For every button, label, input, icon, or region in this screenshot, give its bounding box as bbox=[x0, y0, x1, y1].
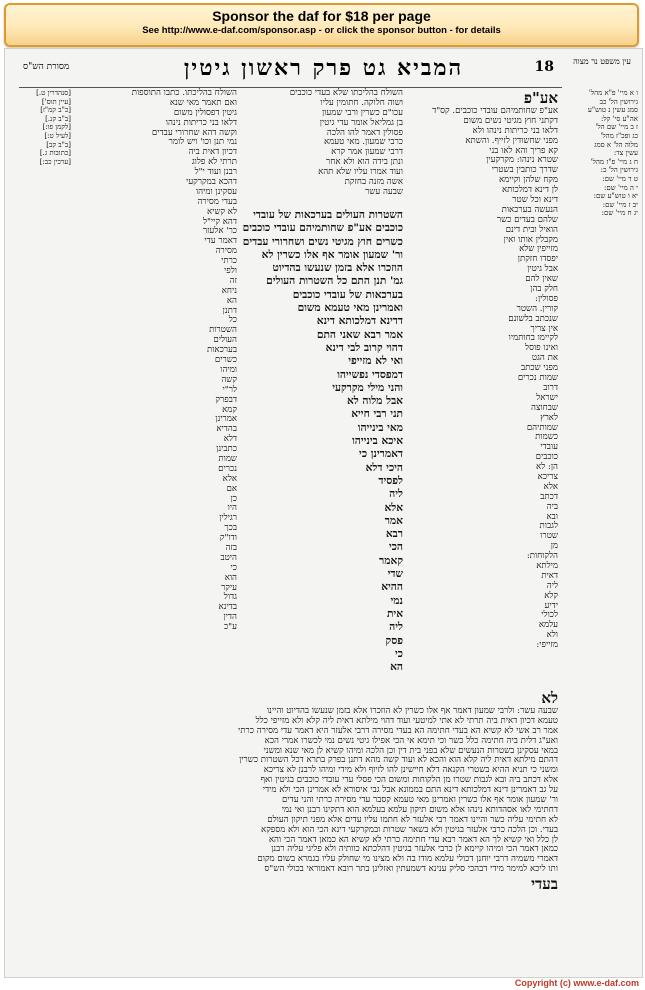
gemara-line: דמפסדי נפשייהו bbox=[337, 368, 403, 381]
tosafot-line: דבפרק bbox=[215, 394, 237, 405]
lower-commentary-line: טעמא דכיון דאית ביה תרתי לא אתי למיטעי ועוד דהוי מילתא דאית ליה קלא ולא מזייפי כלל bbox=[255, 715, 558, 726]
tosafot-line: כי bbox=[230, 562, 237, 573]
tosafot-line: כר' אלעזר bbox=[202, 226, 237, 237]
rashi-line: לכולי bbox=[541, 610, 558, 621]
tosafot-line: בכך bbox=[224, 523, 237, 534]
lower-commentary-line: שבעה עשר: ולרבי שמעון דאמר אף אלו כשרין לא הוזכרו אלא בזמן שנעשו בהדיוט והיינו bbox=[266, 706, 558, 716]
lower-commentary-line: בעדי. וכן הלכה כרבי אלעזר בגיטין ולא בשאר שטרות ובמקרקעי דינא הכי הוא ולא מספקא bbox=[261, 824, 558, 835]
lower-commentary-line: ואע"ג דלית ביה חתימה כלל כשר וכי תימא אי הכי אפילו גיטי נשים נמי לכשרו אמרי הכא bbox=[264, 735, 558, 746]
rashi-line: לקיימו בחותמיו bbox=[508, 333, 558, 344]
lower-commentary-line: לן כלל ואי קשיא לך הא דאמר רבא עדי חתימה כרתי לא קשיא הא כמאן דאמר הכי והא bbox=[268, 834, 558, 845]
gemara-top-line: כרבי שמעון. מאי טעמא bbox=[324, 137, 403, 148]
rashi-line: מזייפין שלא bbox=[519, 244, 558, 255]
tosafot-line: קמא bbox=[222, 404, 237, 415]
gemara-line: פסק bbox=[385, 634, 403, 647]
copyright-notice: Copyright (c) www.e-daf.com bbox=[514, 978, 639, 988]
rashi-line: שלהם בעדים כשר bbox=[496, 214, 558, 225]
rashi-line: שדרך כותבין בשטרי bbox=[491, 165, 558, 176]
tosafot-line: דלא bbox=[223, 434, 237, 445]
gemara-top-line: ונתן בידה הוא ולא אחר bbox=[326, 157, 403, 168]
rashi-line: שמותיהם bbox=[526, 422, 558, 433]
masoret-hashas-entry: [לקמן פו:] bbox=[42, 123, 71, 132]
tosafot-line: ניחא bbox=[221, 285, 237, 296]
masoret-hashas-entry: [ב"ב קב] bbox=[46, 140, 71, 149]
ein-mishpat-entry: יג ח מיי' שם: bbox=[601, 209, 638, 218]
ein-mishpat-entry: מלוה הל' א סמג bbox=[594, 140, 638, 149]
rashi-line: ולא bbox=[546, 630, 558, 641]
tosafot-line: הא bbox=[226, 295, 237, 306]
tosafot-line: דהא קיי"ל bbox=[202, 216, 237, 227]
gemara-line: בערכאות של עובדי כוכבים bbox=[292, 288, 403, 301]
rashi-line: מזייפי: bbox=[536, 640, 558, 651]
gemara-line: כי bbox=[395, 647, 403, 660]
tosafot-line: אמרינן bbox=[215, 414, 237, 425]
tosafot-line: שמות bbox=[218, 453, 237, 464]
gemara-line: אבל מלוה לא bbox=[346, 395, 403, 408]
masechet-title: המביא גט פרק ראשון גיטין bbox=[183, 55, 464, 81]
gemara-line: ור' שמעון אומר אף אלו כשרין לא bbox=[261, 248, 403, 261]
gemara-line: היכי דלא bbox=[365, 461, 403, 474]
rashi-line: דלאו בני כריתות נינהו ולא bbox=[472, 125, 558, 136]
tosafot-line: קשה bbox=[221, 374, 237, 385]
gemara-line: השטרות העולים בערכאות של עובדי bbox=[253, 209, 403, 221]
tosafot-line: בערכאות bbox=[206, 345, 237, 356]
rashi-line: ביה bbox=[546, 501, 558, 512]
tosafot-line: דאמר עדי bbox=[204, 236, 237, 247]
gemara-line: דהוי קרוב לבי דינא bbox=[325, 341, 403, 354]
rashi-line: פסולין: bbox=[535, 293, 558, 304]
lower-commentary-line: ותו ליכא למימר מידי דבהכי סליק ענינא דשמעתין ואזלינן בתר רובא דאמוראי בכולי הש"ס bbox=[264, 864, 558, 875]
rashi-line: דינא וכל שטר bbox=[512, 195, 558, 206]
rashi-line: ישראל bbox=[536, 392, 558, 403]
rashi-line: לארץ bbox=[540, 412, 558, 423]
rashi-line: קא פריך והא לאו בני bbox=[489, 145, 558, 156]
lower-commentary-line: דהתם מילתא דאית ליה קלא הוא והכא לא ועוד קשה מהא דתנן בפרק בתרא דכל השטרות כשרין bbox=[239, 755, 558, 766]
tosafot-line: לא קשיא bbox=[206, 206, 237, 217]
rashi-line: הנעשה בערכאות bbox=[501, 204, 558, 215]
rashi-line: לן דינא דמלכותא bbox=[501, 185, 558, 196]
gemara-line: הא bbox=[390, 661, 403, 674]
gemara-top-line: אשה מזנה בחזקת bbox=[344, 177, 403, 188]
gemara-line: ואי לא מזייפי bbox=[348, 355, 403, 368]
gemara-line: הוזכרו אלא בזמן שנעשו בהדיוט bbox=[272, 262, 403, 275]
gemara-line: אית bbox=[386, 607, 403, 620]
rashi-line: דקתני חוץ מגיטי נשים משום bbox=[463, 115, 558, 126]
tosafot-line: לר"י bbox=[222, 384, 237, 395]
gemara-line: איכא בינייהו bbox=[352, 435, 403, 448]
tosafot-line: ע"כ bbox=[223, 622, 237, 633]
ein-mishpat-entry: אה"ע סי' קל: bbox=[601, 114, 638, 123]
tosafot-line: כשרים bbox=[214, 355, 237, 366]
rashi-line: מפני שחשודין לזייף. והשתא bbox=[465, 135, 558, 146]
tosafot-line: דכיון דאית ביה bbox=[188, 147, 237, 158]
rashi-line: שאין להם bbox=[525, 274, 558, 285]
lower-commentary-line: דאמרי משמיה דרבי יוחנן דכולי עלמא מודו בה ולא מצינו מי שחולק עליו בגמרא בשום מקום bbox=[257, 854, 558, 865]
masoret-hashas-entry: [לעיל ט:] bbox=[44, 131, 71, 140]
rashi-line: שבחוצה bbox=[531, 402, 558, 413]
gemara-top-line: שבעה עשר bbox=[365, 186, 403, 197]
rashi-line: אבל גיטין bbox=[527, 264, 558, 275]
tosafot-line: רגילין bbox=[219, 513, 237, 524]
rashi-line: הלקוחות: bbox=[526, 551, 558, 562]
gemara-line: ליה bbox=[389, 488, 403, 501]
tosafot-line: גדול bbox=[223, 592, 237, 603]
tosafot-line: דהכא במקרקעי bbox=[186, 177, 237, 188]
rashi-line: קלא bbox=[544, 590, 558, 601]
ein-mishpat-entry: ז ב מיי' שם הל' bbox=[595, 123, 638, 132]
gemara-top-line: ושוה חלוקה. חתומין עליו bbox=[320, 97, 403, 108]
rashi-line: חלק בהן bbox=[530, 284, 558, 295]
masoret-hashas-entry: [כ"ב קמ"ז] bbox=[40, 106, 71, 115]
rashi-line: מפני שכתב bbox=[520, 363, 558, 374]
ein-mishpat-entry: עשין צד: bbox=[613, 149, 638, 158]
tosafot-line: הדין bbox=[223, 612, 237, 623]
rashi-line: דרוב bbox=[543, 382, 558, 393]
gemara-line: כשרים חוץ מגיטי נשים ושחרורי עבדים bbox=[242, 235, 403, 248]
tosafot-line: כרתי bbox=[221, 256, 237, 267]
rashi-line: אין צריך bbox=[530, 323, 558, 334]
tosafot-commentary bbox=[77, 89, 237, 684]
page-header bbox=[5, 55, 642, 85]
sponsor-banner-title[interactable]: Sponsor the daf for $18 per page bbox=[212, 8, 431, 24]
gemara-top-line: פסולין דאמר להו הלכה bbox=[326, 127, 403, 138]
gemara-line: מאי בינייהו bbox=[357, 421, 403, 434]
tosafot-line: בהדיא bbox=[216, 424, 237, 435]
dibbur-hamatchil-heading: אע"פ bbox=[523, 89, 558, 107]
tosafot-line: כל bbox=[228, 315, 237, 326]
ein-mishpat-entry: י ה מיי' שם: bbox=[604, 183, 638, 192]
gemara-line: ליה bbox=[389, 621, 403, 634]
tosafot-line: וקשה דהא שחרורי עבדים bbox=[151, 127, 237, 138]
rashi-line: ואינו פוסל bbox=[525, 343, 558, 354]
lower-commentary-line: על גב דאמרינן דינא דמלכותא דינא התם בממונא אבל גבי איסורא לא אמרינן הכי ולא מידי bbox=[262, 785, 558, 796]
tosafot-line: אם bbox=[226, 483, 237, 494]
tosafot-line: עיקר bbox=[221, 582, 237, 593]
tosafot-line: היטב bbox=[220, 552, 237, 563]
rashi-line: קורין. השטר bbox=[516, 303, 558, 314]
ein-mishpat-entry: יב ז מיי' שם: bbox=[602, 200, 638, 209]
tosafot-line: העולים bbox=[213, 335, 237, 346]
talmud-page bbox=[4, 48, 643, 978]
gemara-line: קאמר bbox=[379, 554, 403, 567]
rashi-line: אלא bbox=[543, 481, 558, 492]
masoret-hashas-entry: [סנהדרין ט.] bbox=[36, 89, 71, 97]
gemara-line: רבא bbox=[385, 528, 403, 541]
rashi-line: מן bbox=[550, 541, 558, 552]
rashi-line: ידיע bbox=[544, 600, 558, 611]
rashi-line: מקח שלהן וקיימא bbox=[498, 175, 558, 186]
tosafot-line: בדינא bbox=[218, 602, 237, 613]
masoret-hashas-column bbox=[7, 89, 71, 969]
rashi-line: אע"פ שחותמיהם עובדי כוכבים. קס"ד bbox=[432, 106, 558, 116]
tosafot-line: השטרות bbox=[209, 325, 237, 336]
masoret-hashas-entry: [עיין תוס'] bbox=[41, 97, 71, 106]
rashi-line: שטרא נינהו: מקרקעין bbox=[486, 155, 558, 166]
ein-mishpat-column bbox=[562, 89, 638, 969]
tosafot-line: ודו"ק bbox=[219, 533, 237, 544]
tosafot-line: דלאו בני כריתות נינהו bbox=[165, 117, 237, 128]
rashi-line: דאית bbox=[541, 570, 558, 581]
masoret-hashas-entry: [כתובות ג.] bbox=[39, 149, 71, 158]
gemara-line: נמי bbox=[390, 594, 403, 607]
gemara-line: תני רבי חייא bbox=[351, 408, 403, 421]
gemara-line: כוכבים אע"פ שחותמיהם עובדי כוכבים bbox=[242, 222, 403, 235]
ein-mishpat-entry: סמג עשין נ טוש"ע bbox=[587, 106, 638, 115]
ein-mishpat-entry: גירושין הל' כ: bbox=[600, 166, 638, 175]
tosafot-line: מסירה bbox=[215, 246, 237, 257]
tosafot-line: כן bbox=[230, 493, 237, 504]
tosafot-line: זה bbox=[229, 275, 237, 286]
rashi-line: שטרו bbox=[540, 531, 558, 542]
lower-commentary-line: לא חתימי עליה כשר והיינו דאמר רבי אלעזר לא חתמו עליו עדים אלא מפני תיקון העולם bbox=[267, 814, 558, 825]
sponsor-banner[interactable] bbox=[4, 3, 639, 47]
gemara-line: גמ' תנן התם כל השטרות העולים bbox=[266, 275, 403, 288]
gemara-line: אמר רבא שאני התם bbox=[316, 328, 403, 341]
gemara-top-line: דרבי שמעון אמר קרא bbox=[331, 147, 403, 158]
tosafot-line: עסקינן ומיהו bbox=[195, 186, 237, 197]
ein-mishpat-entry: ט ד מיי' שם: bbox=[602, 174, 638, 183]
rashi-line: שנכתב בלשונם bbox=[508, 313, 558, 324]
gemara-line: אלא bbox=[384, 501, 403, 514]
gemara-line: שדי bbox=[387, 568, 403, 581]
rashi-line: עובדי bbox=[540, 442, 558, 453]
page-number: 18 bbox=[534, 59, 554, 75]
tosafot-line: נמי תנן וכו' ויש לומר bbox=[168, 137, 237, 148]
gemara-top-text bbox=[241, 89, 403, 205]
sponsor-banner-subtitle[interactable]: See http://www.e-daf.com/sponsor.asp - or click the sponsor button - for details bbox=[142, 25, 501, 36]
gemara-top-line: בן גמליאל אומר עדי גיטין bbox=[319, 117, 403, 128]
rashi-line: שמות נכרים bbox=[517, 373, 558, 384]
lower-commentary-line: אלא דכתב ביה ובא לגבות שטרו מן הלקוחות ומשום הכי פסלי עדי עובדי כוכבים בגיטין ואף bbox=[260, 775, 558, 786]
tosafot-line: אלא bbox=[222, 473, 237, 484]
tosafot-line: תרתי לא פלוג bbox=[191, 157, 237, 168]
tosafot-line: ולפי bbox=[224, 266, 237, 277]
gemara-line: והני מילי מקרקעי bbox=[332, 381, 403, 394]
tosafot-line: כתבינן bbox=[216, 444, 237, 455]
rashi-line: צריכא bbox=[537, 471, 558, 482]
dibbur-hamatchil-heading: בעדי bbox=[531, 875, 558, 894]
masoret-hashas-entry: [ערכין כב:] bbox=[39, 157, 71, 166]
rashi-line: ליה bbox=[546, 580, 558, 591]
rashi-line: עלמא bbox=[538, 620, 558, 631]
ein-mishpat-entry: יא ו טוש"ע שם: bbox=[593, 192, 638, 201]
gemara-top-line: עכו"ם כשרין ורבי שמעון bbox=[322, 107, 403, 118]
gemara-line: אמר bbox=[384, 514, 403, 527]
rashi-line: לגבות bbox=[539, 521, 558, 532]
tosafot-line: ומיהו bbox=[220, 364, 237, 375]
gemara-line: דדינא דמלכותא דינא bbox=[316, 315, 403, 328]
ein-mishpat-entry: כג ופכ"ז מהל' bbox=[600, 131, 638, 140]
rashi-line: יפסדו חזקתן bbox=[517, 254, 558, 265]
gemara-line: ואמרינן מאי טעמא משום bbox=[297, 302, 403, 315]
ein-mishpat-entry: גירושין הל' כב bbox=[599, 97, 638, 106]
ein-mishpat-entry: ו א מיי' פ"א מהל' bbox=[588, 89, 638, 97]
ein-mishpat-label: עין משפט נר מצוה bbox=[573, 57, 631, 66]
lower-commentary-line: במאי עסקינן בשטרות הנעשים שלא בפני בית דין וכן הלכה ומיהו קשיא לן מאי שנא ומשני bbox=[263, 745, 558, 756]
gemara-line: דאמרינן כי bbox=[359, 448, 403, 461]
masoret-hashas-label: מסורת הש"ס bbox=[23, 62, 70, 72]
tosafot-line: דתנן bbox=[222, 305, 237, 316]
lower-commentary-line: דחתימי לאו אסהדותא נינהו אלא משום תיקון עלמא בעלמא הוא דתקינו רבנן ואי נמי bbox=[281, 804, 558, 815]
rashi-line: מילתא bbox=[536, 560, 558, 571]
gemara-main-text bbox=[241, 209, 403, 674]
rashi-line: כשמות bbox=[535, 432, 558, 443]
rashi-line: הן: לא bbox=[536, 462, 558, 473]
rashi-line: ובא bbox=[546, 511, 558, 522]
lower-commentary-line: ור' שמעון אומר אף אלו כשרין ואמרינן מאי טעמא קסבר עדי מסירה כרתי והני עדים bbox=[281, 795, 558, 806]
tosafot-line: ואם תאמר מאי שנא bbox=[169, 97, 237, 108]
rashi-line: כוכבים bbox=[535, 452, 558, 463]
gemara-top-line: ועוד אמרו עליו שלא תהא bbox=[318, 167, 403, 178]
lower-commentary-line: כמאן דאמר הכי ומיהו קיימא לן כרבי אלעזר בגיטין דהלכתא כוותיה ולא פליגי עליה רבנן bbox=[271, 844, 558, 855]
tosafot-line: הוא bbox=[224, 572, 237, 583]
tosafot-line: בזה bbox=[225, 542, 237, 553]
lower-commentary-line: ומשני כי תניא ההיא בשטרי הקנאה דלא חיישינן להו לזיוף ולא מידי ומיהו לרבנן לא צריכא bbox=[263, 765, 558, 776]
gemara-line: ההיא bbox=[381, 581, 403, 594]
ein-mishpat-entry: ח ג מיי' פ"ז מהל' bbox=[590, 157, 638, 166]
lower-commentary-line: אמר רב אשי לא קשיא הא בעדי חתימה הא בעדי מסירה דרבי אלעזר היא דאמר עדי מסירה כרתי bbox=[238, 725, 558, 736]
tosafot-line: היו bbox=[227, 503, 237, 514]
gemara-line: הכי bbox=[388, 541, 403, 554]
tosafot-line: נכרים bbox=[218, 463, 237, 474]
rashi-line: דכתב bbox=[540, 491, 558, 502]
rashi-line: הואיל ובית דינם bbox=[505, 224, 558, 235]
rashi-commentary bbox=[408, 89, 558, 684]
tosafot-line: רבנן ועוד י"ל bbox=[194, 167, 237, 178]
rashi-line: מקבלין אותו ואין bbox=[503, 234, 558, 245]
gemara-line: לפסיד bbox=[378, 474, 403, 487]
masoret-hashas-entry: [ב"ב קנ.] bbox=[45, 114, 71, 123]
dibbur-hamatchil-heading: לא bbox=[541, 689, 558, 707]
lower-commentary bbox=[77, 689, 558, 974]
tosafot-line: בעדי מסירה bbox=[197, 196, 237, 207]
tosafot-line: השולח בהליכתו. כתבו התוספות bbox=[131, 88, 237, 98]
rashi-line: את הגט bbox=[531, 353, 558, 364]
gemara-top-line: השולח בהליכתו שלא בעדי כוכבים bbox=[289, 88, 403, 98]
tosafot-line: גיטין דפסולין משום bbox=[173, 107, 237, 118]
